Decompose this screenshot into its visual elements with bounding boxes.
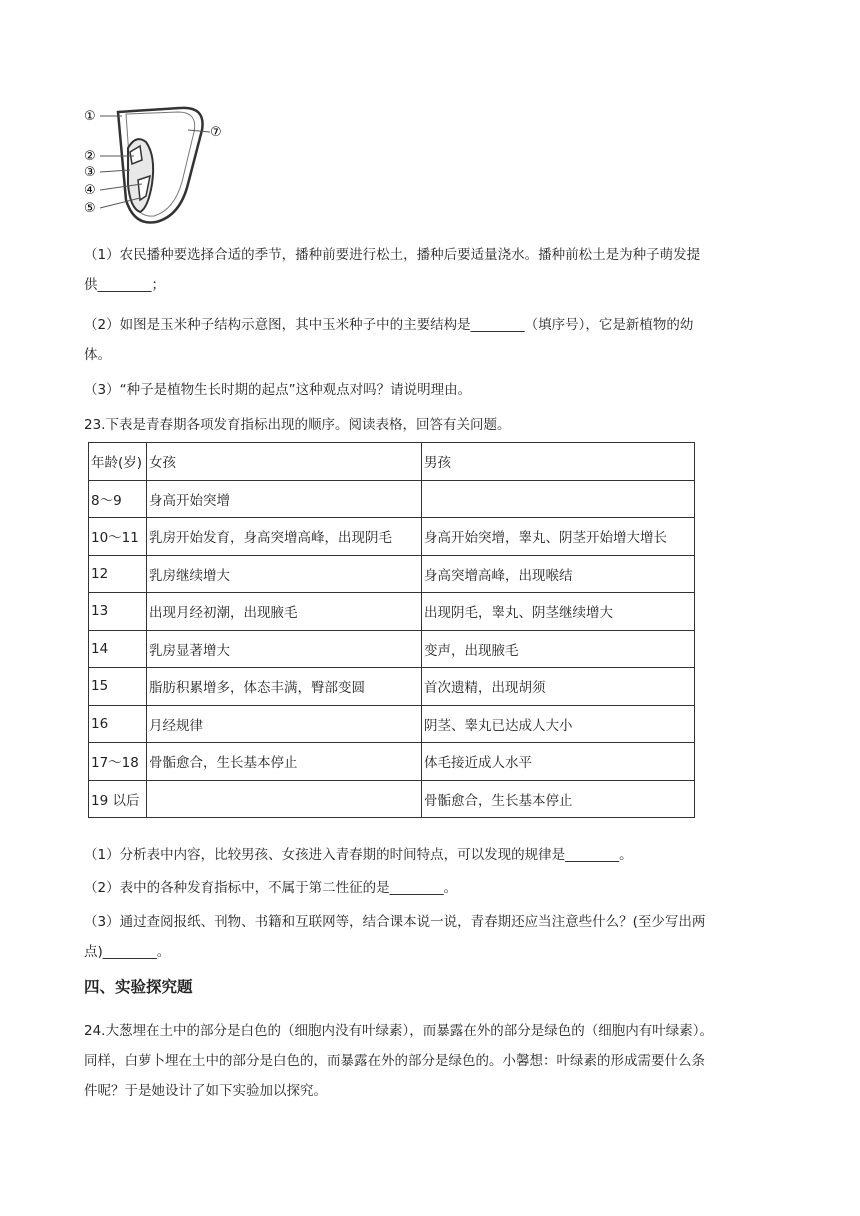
table-row bbox=[89, 555, 695, 593]
table-cell-boys: 首次遗精，出现胡须 bbox=[422, 668, 695, 706]
label-4: ④ bbox=[84, 183, 96, 198]
q23-stem: 23.下表是青春期各项发育指标出现的顺序。阅读表格，回答有关问题。 bbox=[84, 417, 511, 433]
table-cell-age: 8～9 bbox=[89, 480, 147, 518]
q22-part1-line1: （1）农民播种要选择合适的季节，播种前要进行松土，播种后要适量浇水。播种前松土是为种子萌发提 bbox=[84, 247, 701, 263]
table-row bbox=[89, 630, 695, 668]
table-cell-age: 10～11 bbox=[89, 518, 147, 556]
q23-part2: （2）表中的各种发育指标中，不属于第二性征的是________。 bbox=[84, 880, 458, 896]
q23-part3-line2: 点)________。 bbox=[84, 944, 171, 960]
table-cell-age: 16 bbox=[89, 705, 147, 743]
table-cell-girls: 月经规律 bbox=[147, 705, 422, 743]
label-5: ⑤ bbox=[84, 201, 96, 216]
label-1: ① bbox=[84, 109, 96, 124]
table-cell-age: 17～18 bbox=[89, 743, 147, 781]
q22-part1 bbox=[84, 240, 784, 300]
table-cell-boys: 变声，出现腋毛 bbox=[422, 630, 695, 668]
table-cell-age: 15 bbox=[89, 668, 147, 706]
table-cell-age: 12 bbox=[89, 555, 147, 593]
corn-seed-svg bbox=[84, 100, 234, 230]
section-heading: 四、实验探究题 bbox=[84, 978, 193, 996]
q22-part2-line1: （2）如图是玉米种子结构示意图，其中玉米种子中的主要结构是________（填序号），它是新植物的幼 bbox=[84, 317, 694, 333]
table-row bbox=[89, 480, 695, 518]
table-cell-boys: 出现阴毛，睾丸、阴茎继续增大 bbox=[422, 593, 695, 631]
table-cell-age: 13 bbox=[89, 593, 147, 631]
table-cell-boys: 阴茎、睾丸已达成人大小 bbox=[422, 705, 695, 743]
table-cell-age: 19 以后 bbox=[89, 780, 147, 818]
q24-line2: 同样，白萝卜埋在土中的部分是白色的，而暴露在外的部分是绿色的。小馨想：叶绿素的形成需要什么条 bbox=[84, 1053, 705, 1069]
q22-part1-line2: 供________； bbox=[84, 277, 165, 293]
q23-part1: （1）分析表中内容，比较男孩、女孩进入青春期的时间特点，可以发现的规律是________。 bbox=[84, 847, 633, 863]
header-boys: 男孩 bbox=[422, 443, 695, 481]
label-2: ② bbox=[84, 149, 96, 164]
puberty-table bbox=[88, 442, 695, 818]
table-cell-girls: 乳房继续增大 bbox=[147, 555, 422, 593]
table-cell-girls: 身高开始突增 bbox=[147, 480, 422, 518]
header-girls: 女孩 bbox=[147, 443, 422, 481]
q24-line1: 24.大葱埋在土中的部分是白色的（细胞内没有叶绿素），而暴露在外的部分是绿色的（细胞内有叶绿素）。 bbox=[84, 1023, 713, 1039]
q22-part3: （3）“种子是植物生长时期的起点”这种观点对吗？请说明理由。 bbox=[84, 382, 472, 398]
table-header-row bbox=[89, 443, 695, 481]
table-cell-age: 14 bbox=[89, 630, 147, 668]
q22-part2 bbox=[84, 310, 784, 370]
table-cell-girls: 乳房显著增大 bbox=[147, 630, 422, 668]
table-row bbox=[89, 518, 695, 556]
table-cell-girls: 出现月经初潮，出现腋毛 bbox=[147, 593, 422, 631]
table-cell-girls: 乳房开始发育，身高突增高峰，出现阴毛 bbox=[147, 518, 422, 556]
q24-stem bbox=[84, 1016, 784, 1106]
table-cell-boys: 体毛接近成人水平 bbox=[422, 743, 695, 781]
table-row bbox=[89, 593, 695, 631]
q22-part2-line2: 体。 bbox=[84, 347, 111, 363]
q23-part3 bbox=[84, 907, 784, 967]
q24-line3: 件呢？于是她设计了如下实验加以探究。 bbox=[84, 1083, 327, 1099]
table-cell-girls: 脂肪积累增多，体态丰满，臀部变圆 bbox=[147, 668, 422, 706]
table-cell-girls bbox=[147, 780, 422, 818]
header-age: 年龄(岁) bbox=[89, 443, 147, 481]
table-row bbox=[89, 668, 695, 706]
table-cell-boys: 身高开始突增，睾丸、阴茎开始增大增长 bbox=[422, 518, 695, 556]
q23-part3-line1: （3）通过查阅报纸、刊物、书籍和互联网等，结合课本说一说，青春期还应当注意些什么？(至少写出两 bbox=[84, 914, 706, 930]
table-row bbox=[89, 743, 695, 781]
label-3: ③ bbox=[84, 165, 96, 180]
corn-seed-diagram bbox=[84, 100, 234, 230]
table-cell-girls: 骨骺愈合，生长基本停止 bbox=[147, 743, 422, 781]
table-row bbox=[89, 705, 695, 743]
table-cell-boys: 身高突增高峰，出现喉结 bbox=[422, 555, 695, 593]
table-cell-boys: 骨骺愈合，生长基本停止 bbox=[422, 780, 695, 818]
table-row bbox=[89, 780, 695, 818]
label-7: ⑦ bbox=[210, 125, 222, 140]
table-cell-boys bbox=[422, 480, 695, 518]
